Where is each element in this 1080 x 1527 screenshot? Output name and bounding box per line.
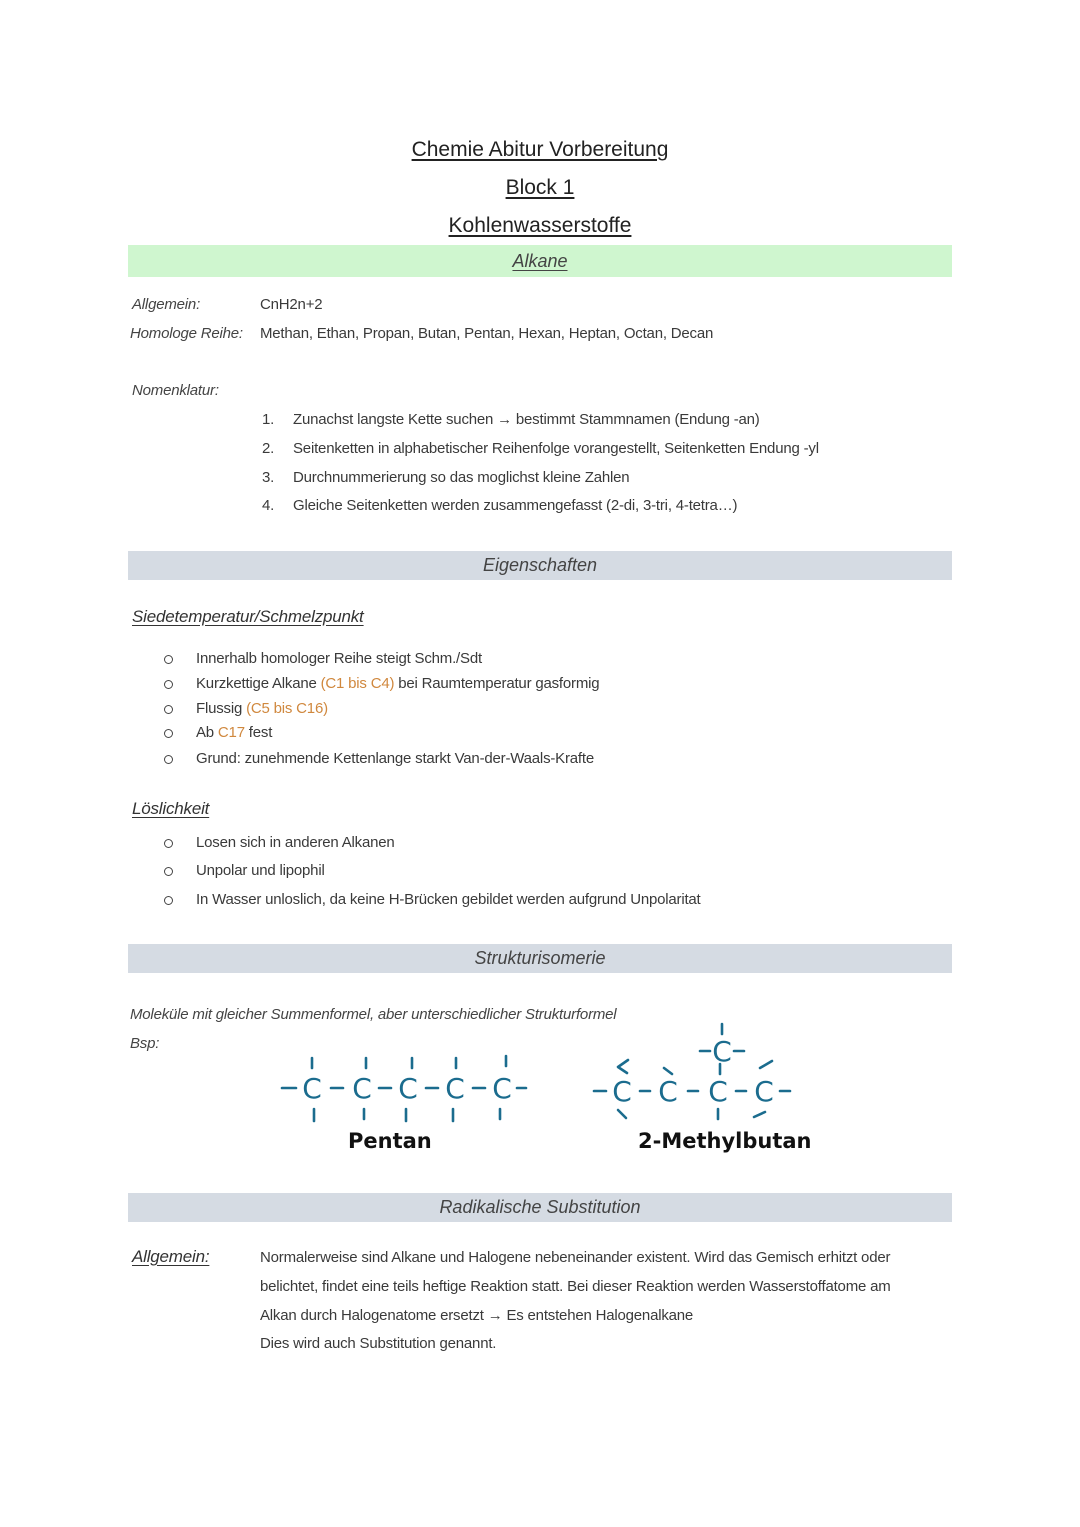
atom-label: C [445,1072,465,1105]
bond-line [760,1061,772,1068]
section-title-properties: Eigenschaften [482,555,598,575]
atom-label: C [708,1075,728,1108]
atom-label: C [352,1072,372,1105]
highlight-text: C17 [217,724,245,741]
bullet-icon [164,896,173,905]
item-text: fest [244,724,273,741]
list-item [196,675,599,693]
methylbutan-label: 2-Methylbutan [638,1129,812,1153]
isomerism-definition: Moleküle mit gleicher Summenformel, aber unterschiedlicher Strukturformel [130,1006,617,1023]
methylbutan-atoms [612,1035,774,1108]
list-item: Losen sich in anderen Alkanen [196,834,395,851]
list-item: In Wasser unloslich, da keine H-Brücken gebildet werden aufgrund Unpolaritat [196,891,701,908]
list-item: Durchnummerierung so das moglichst kleine Zahlen [293,469,630,486]
bond-line [664,1068,672,1074]
bullet-icon [164,755,173,764]
bullet-icon [164,655,173,664]
section-title-isomerism: Strukturisomerie [474,948,606,968]
paragraph-line: Alkan durch Halogenatome ersetzt → Es entstehen Halogenalkane [260,1307,694,1324]
boiling-heading: Siedetemperatur/Schmelzpunkt [132,607,364,626]
general-formula: CnH2n+2 [260,296,323,313]
solubility-heading: Löslichkeit [132,799,210,818]
highlight-text: (C5 bis C16) [246,700,328,717]
paragraph-line: belichtet, findet eine teils heftige Reaktion statt. Bei dieser Reaktion werden Wasserstoffatome am [260,1278,891,1295]
list-item: Gleiche Seitenketten werden zusammengefasst (2-di, 3-tri, 4-tetra…) [293,497,738,514]
nomenclature-label: Nomenklatur: [132,382,219,399]
list-item [196,700,328,718]
section-title-substitution: Radikalische Substitution [439,1197,641,1217]
bullet-icon [164,680,173,689]
list-item: Unpolar und lipophil [196,862,325,879]
list-number: 3. [262,469,275,486]
list-item: Grund: zunehmende Kettenlange starkt Van-der-Waals-Krafte [196,750,594,767]
bullet-icon [164,729,173,738]
list-item: Zunachst langste Kette suchen → bestimmt Stammnamen (Endung -an) [293,411,760,428]
highlight-text: (C1 bis C4) [320,675,395,692]
section-band-isomerism [128,944,952,973]
atom-label: C [612,1075,632,1108]
atom-label: C [492,1072,512,1105]
bullet-icon [164,705,173,714]
atom-label: C [398,1072,418,1105]
bullet-icon [164,839,173,848]
bond-line [618,1110,626,1118]
section-band-substitution [128,1193,952,1222]
section-title-alkane: Alkane [512,251,568,271]
section-band-alkane [128,245,952,277]
pentan-structure [282,1056,526,1153]
atom-label: C [302,1072,322,1105]
topic-title: Kohlenwasserstoffe [448,214,632,237]
paragraph-line: Dies wird auch Substitution genannt. [260,1335,497,1352]
list-item: Seitenketten in alphabetischer Reihenfolge vorangestellt, Seitenketten Endung -yl [293,440,819,457]
bullet-icon [164,867,173,876]
bond-line [618,1060,628,1073]
document-title: Chemie Abitur Vorbereitung [411,138,669,161]
homolog-series: Methan, Ethan, Propan, Butan, Pentan, Hexan, Heptan, Octan, Decan [260,325,714,342]
list-item [196,724,272,742]
item-text: Kurzkettige Alkane [196,675,321,692]
structure-drawings [260,1020,820,1160]
atom-label: C [712,1035,732,1068]
general-label: Allgemein: [132,296,201,313]
example-label: Bsp: [130,1035,160,1052]
list-item: Innerhalb homologer Reihe steigt Schm./Sdt [196,650,482,667]
block-title: Block 1 [505,176,575,199]
list-number: 4. [262,497,275,514]
list-number: 1. [262,411,275,428]
section-band-properties [128,551,952,580]
item-text: bei Raumtemperatur gasformig [394,675,600,692]
homolog-label: Homologe Reihe: [130,325,243,342]
list-number: 2. [262,440,275,457]
item-text: Ab [196,724,218,741]
item-text: Flussig [196,700,247,717]
pentan-label: Pentan [348,1129,432,1153]
atom-label: C [658,1075,678,1108]
paragraph-line: Normalerweise sind Alkane und Halogene nebeneinander existent. Wird das Gemisch erhitzt oder [260,1249,891,1266]
atom-label: C [754,1075,774,1108]
bond-line [754,1112,765,1117]
methylbutan-structure [594,1024,812,1153]
substitution-general-label: Allgemein: [132,1247,210,1266]
